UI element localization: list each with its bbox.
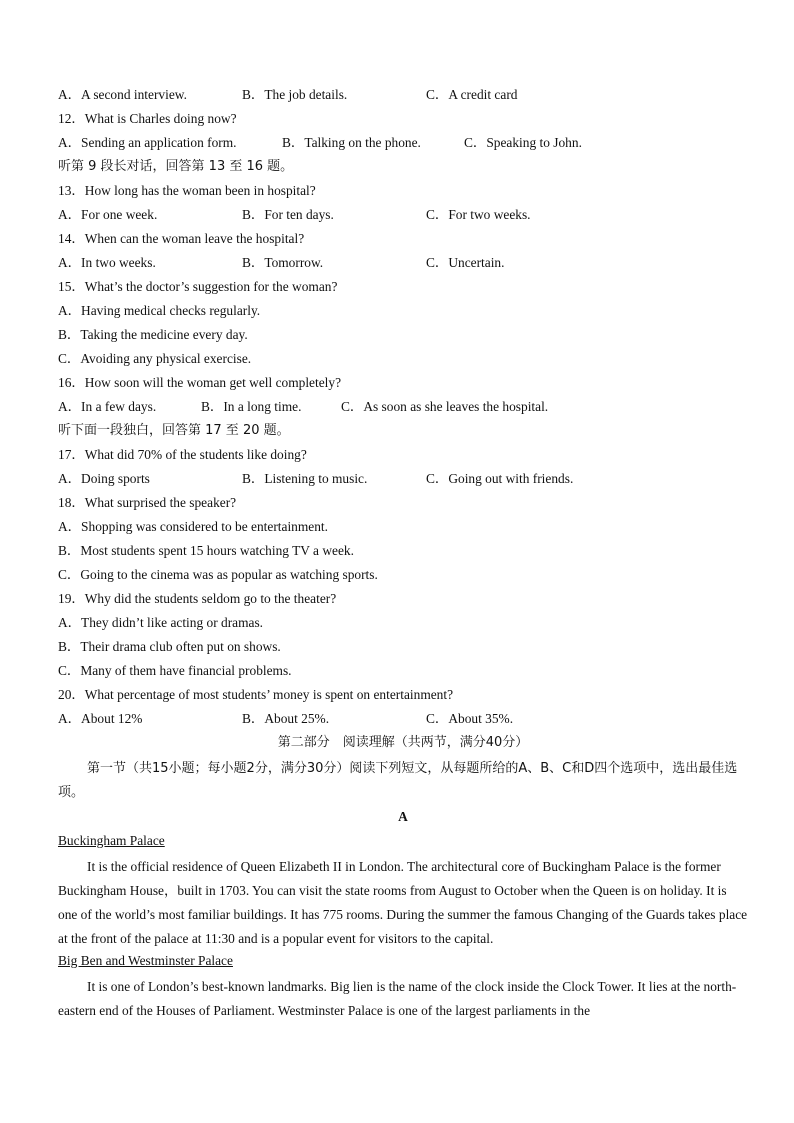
q17-option-b: B．Listening to music. — [242, 471, 368, 486]
q15-option-c: C．Avoiding any physical exercise. — [58, 351, 252, 366]
q13-option-a: A．For one week. — [58, 207, 158, 222]
q19-option-a: A．They didn’t like acting or dramas. — [58, 615, 264, 630]
q12-option-a: A．Sending an application form. — [58, 135, 237, 150]
q14-option-c: C．Uncertain. — [426, 255, 505, 270]
q13-stem: 13．How long has the woman been in hospital? — [58, 183, 316, 198]
section1-instructions: 第一节（共15小题；每小题2分，满分30分）阅读下列短文，从每题所给的A、B、C和D四个选项中，选出最佳选项。 — [58, 761, 738, 800]
q20-option-a: A．About 12% — [58, 711, 143, 726]
exam-page — [58, 85, 748, 1023]
q20-options — [58, 709, 748, 733]
q18-option-a: A．Shopping was considered to be entertainment. — [58, 519, 328, 534]
q16-option-c: C．As soon as she leaves the hospital. — [341, 399, 549, 414]
q20-option-c: C．About 35%. — [426, 711, 514, 726]
q15-option-b: B．Taking the medicine every day. — [58, 327, 248, 342]
q12-options — [58, 133, 748, 157]
q13-option-c: C．For two weeks. — [426, 207, 531, 222]
buckingham-heading — [58, 831, 748, 855]
q12-option-c: C．Speaking to John. — [464, 135, 582, 150]
big-ben-heading — [58, 951, 748, 975]
q16-stem: 16．How soon will the woman get well completely? — [58, 375, 342, 390]
q20-stem: 20．What percentage of most students’ money is spent on entertainment? — [58, 687, 454, 702]
q13-options — [58, 205, 748, 229]
section-9-instructions: 听第 9 段长对话，回答第 13 至 16 题。 — [58, 159, 294, 174]
q15-stem: 15．What’s the doctor’s suggestion for the woman? — [58, 279, 338, 294]
q14-option-a: A．In two weeks. — [58, 255, 156, 270]
big-ben-heading-text: Big Ben and Westminster Palace — [58, 953, 233, 968]
q11-option-a: A．A second interview. — [58, 87, 187, 102]
buckingham-paragraph: It is the official residence of Queen Elizabeth II in London. The architectural core of Buckingham Palace is the former Buckingham House，built in 1703. You can visit the state rooms from August to October when the Queen is on holiday. It is one of the world’s most familiar buildings. It has 775 rooms. During the summer the famous Changing of the Guards takes place at the front of the palace at 11:30 and is a popular event for visitors to the capital. — [58, 859, 748, 946]
q18-option-c: C．Going to the cinema was as popular as watching sports. — [58, 567, 378, 582]
q16-option-a: A．In a few days. — [58, 399, 157, 414]
big-ben-paragraph: It is one of London’s best-known landmarks. Big lien is the name of the clock inside the Clock Tower. It lies at the north-eastern end of the Houses of Parliament. Westminster Palace is one of the largest parliaments in the — [58, 979, 737, 1018]
q15-option-a: A．Having medical checks regularly. — [58, 303, 261, 318]
q16-option-b: B．In a long time. — [201, 399, 302, 414]
q19-option-c: C．Many of them have financial problems. — [58, 663, 292, 678]
q11-options — [58, 85, 748, 109]
q19-stem: 19．Why did the students seldom go to the theater? — [58, 591, 337, 606]
q17-stem: 17．What did 70% of the students like doing? — [58, 447, 307, 462]
q12-option-b: B．Talking on the phone. — [282, 135, 421, 150]
q13-option-b: B．For ten days. — [242, 207, 334, 222]
q20-option-b: B．About 25%. — [242, 711, 330, 726]
q18-stem: 18．What surprised the speaker? — [58, 495, 237, 510]
q12-stem: 12．What is Charles doing now? — [58, 111, 237, 126]
q19-option-b: B．Their drama club often put on shows. — [58, 639, 281, 654]
q14-options — [58, 253, 748, 277]
part2-title: 第二部分 阅读理解（共两节，满分40分） — [277, 735, 529, 750]
passage-letter: A — [398, 809, 408, 824]
q17-options — [58, 469, 748, 493]
q16-options — [58, 397, 748, 421]
q14-stem: 14．When can the woman leave the hospital? — [58, 231, 305, 246]
buckingham-heading-text: Buckingham Palace — [58, 833, 165, 848]
q17-option-a: A．Doing sports — [58, 471, 150, 486]
q17-option-c: C．Going out with friends. — [426, 471, 574, 486]
q14-option-b: B．Tomorrow. — [242, 255, 324, 270]
q11-option-c: C．A credit card — [426, 87, 518, 102]
section-monologue-instructions: 听下面一段独白，回答第 17 至 20 题。 — [58, 423, 290, 438]
q18-option-b: B．Most students spent 15 hours watching TV a week. — [58, 543, 354, 558]
q11-option-b: B．The job details. — [242, 87, 348, 102]
